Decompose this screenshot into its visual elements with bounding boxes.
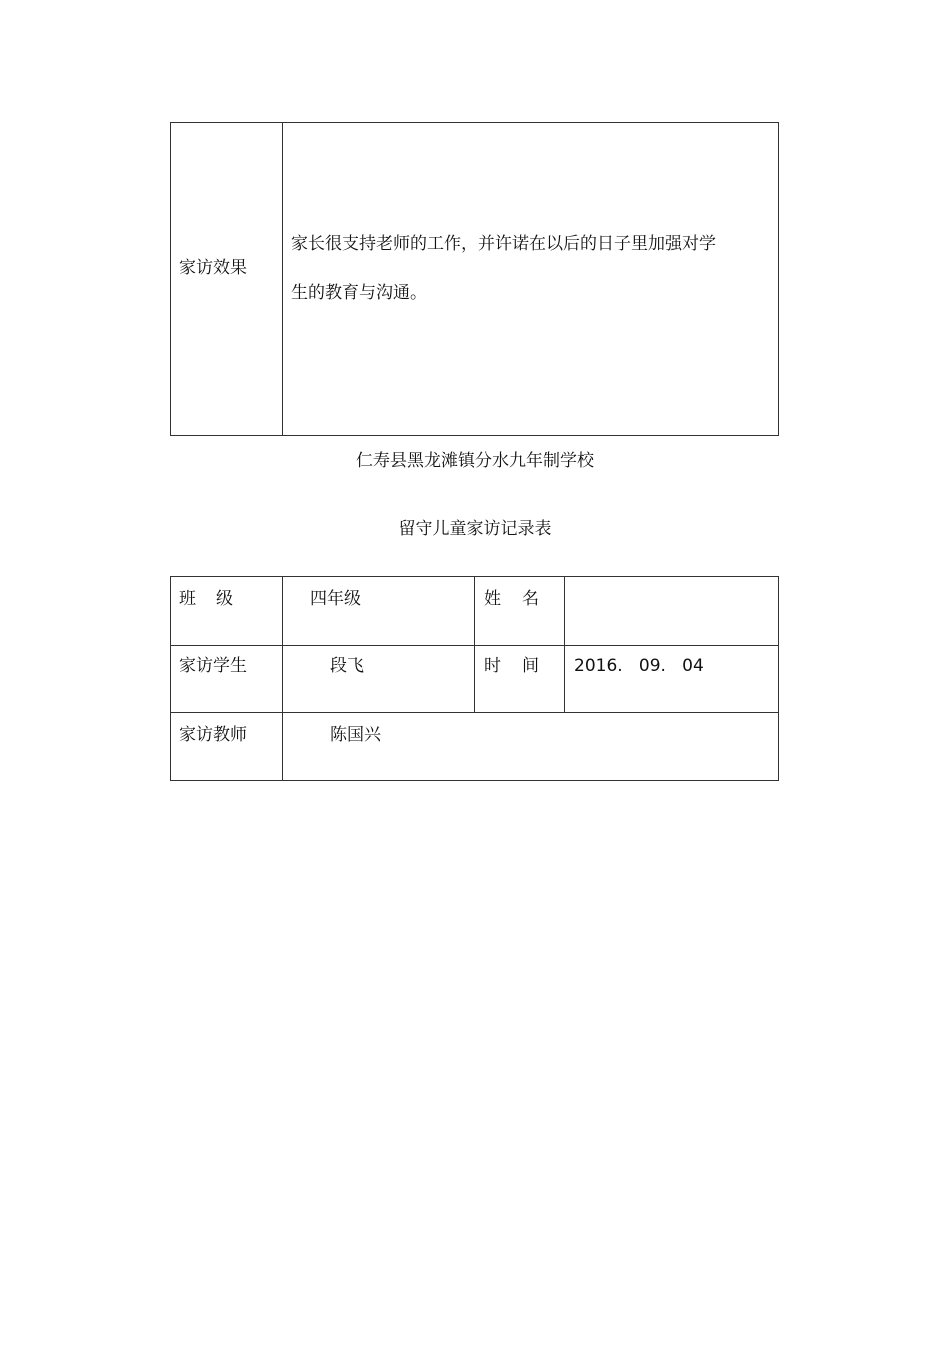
record-table-row-divider-2 — [171, 712, 778, 713]
name-label-char-2: 名 — [522, 589, 539, 609]
record-table — [170, 576, 779, 781]
class-label-char-2: 级 — [216, 589, 233, 609]
class-label-char-1: 班 — [179, 589, 196, 609]
time-label-char-2: 间 — [522, 656, 539, 676]
effect-table — [170, 122, 779, 436]
class-value: 四年级 — [310, 589, 361, 609]
effect-text-line-2: 生的教育与沟通。 — [291, 283, 427, 303]
effect-table-divider — [282, 123, 283, 435]
teacher-value: 陈国兴 — [330, 725, 381, 745]
name-label-char-1: 姓 — [484, 589, 501, 609]
time-value: 2016. 09. 04 — [574, 656, 704, 676]
teacher-label: 家访教师 — [179, 725, 247, 745]
record-table-row-divider-1 — [171, 645, 778, 646]
form-title: 留守儿童家访记录表 — [398, 519, 552, 539]
effect-text-line-1: 家长很支持老师的工作，并许诺在以后的日子里加强对学 — [291, 234, 716, 254]
school-name: 仁寿县黑龙滩镇分水九年制学校 — [356, 451, 594, 471]
record-table-col-divider-1 — [282, 577, 283, 780]
effect-label: 家访效果 — [179, 258, 247, 278]
student-value: 段飞 — [330, 656, 364, 676]
time-label-char-1: 时 — [484, 656, 501, 676]
student-label: 家访学生 — [179, 656, 247, 676]
